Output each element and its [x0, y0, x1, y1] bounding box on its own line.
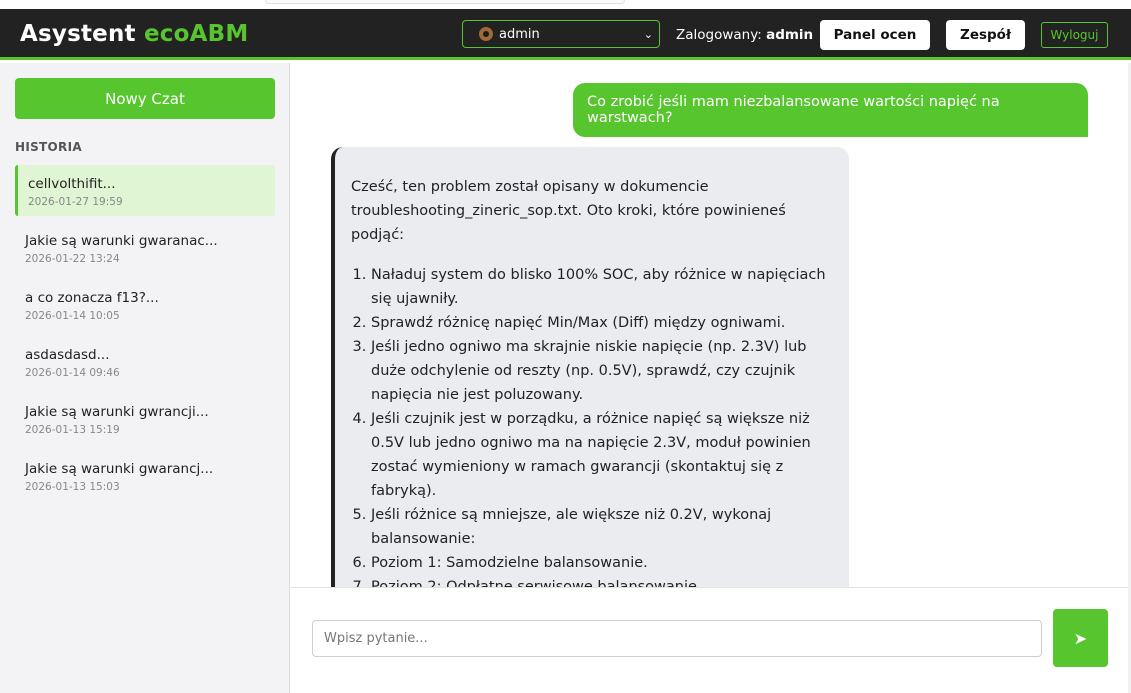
- list-item: 2. Sprawdź różnicę napięć Min/Max (Diff) między ogniwami.: [371, 311, 833, 335]
- history-item-title: cellvolthifit...: [28, 176, 116, 192]
- send-arrow-icon: ➤: [1073, 628, 1088, 648]
- history-list: [15, 165, 275, 507]
- logged-username: admin: [766, 27, 814, 43]
- history-item-title: Jakie są warunki gwrancji...: [25, 404, 209, 420]
- history-item[interactable]: [15, 450, 275, 507]
- app-brand: [20, 21, 248, 47]
- assistant-intro: Cześć, ten problem został opisany w dokumencie troubleshooting_zineric_sop.txt. Oto kroki, które powinieneś podjąć:: [351, 179, 786, 243]
- send-button[interactable]: [1053, 609, 1108, 667]
- ratings-panel-button[interactable]: Panel ocen: [820, 20, 930, 50]
- logout-button[interactable]: Wyloguj: [1041, 22, 1108, 48]
- address-bar-edge: [265, 0, 625, 4]
- history-item-date: 2026-01-27 19:59: [28, 196, 123, 208]
- user-select-value: admin: [499, 26, 540, 42]
- history-item-date: 2026-01-22 13:24: [25, 253, 120, 265]
- list-item: 6. Poziom 1: Samodzielne balansowanie.: [371, 551, 833, 575]
- input-bar: [291, 587, 1131, 693]
- chat-area[interactable]: [291, 63, 1131, 587]
- history-item-title: Jakie są warunki gwarancj...: [25, 461, 214, 477]
- list-item: 3. Jeśli jedno ogniwo ma skrajnie niskie napięcie (np. 2.3V) lub duże odchylenie od reszty (np. 0.5V), sprawdź, czy czujnik napięcia nie jest poluzowany.: [371, 335, 833, 407]
- logged-in-status: [676, 27, 813, 43]
- team-button[interactable]: Zespół: [946, 20, 1025, 50]
- history-title: HISTORIA: [15, 140, 82, 154]
- assistant-message: [331, 147, 849, 607]
- history-item[interactable]: [15, 165, 275, 216]
- app-header: [0, 9, 1131, 60]
- chevron-down-icon: ⌄: [643, 28, 653, 41]
- history-item[interactable]: [15, 222, 275, 279]
- history-item-title: Jakie są warunki gwaranac...: [25, 233, 218, 249]
- history-item-title: asdasdasd...: [25, 347, 110, 363]
- user-select[interactable]: [462, 20, 660, 48]
- eye-icon: [479, 27, 493, 41]
- browser-top-strip: [0, 0, 1131, 9]
- history-item-title: a co zonacza f13?...: [25, 290, 159, 306]
- question-input[interactable]: [312, 620, 1042, 657]
- list-item: 1. Naładuj system do blisko 100% SOC, aby różnice w napięciach się ujawniły.: [371, 263, 833, 311]
- brand-accent: ecoABM: [143, 21, 249, 47]
- history-item-date: 2026-01-14 09:46: [25, 367, 120, 379]
- list-item: 4. Jeśli czujnik jest w porządku, a różnice napięć są większe niż 0.5V lub jedno ogniwo ma na napięcie 2.3V, moduł powinien zostać wymieniony w ramach gwarancji (skontaktuj się z fabryką).: [371, 407, 833, 503]
- history-item[interactable]: [15, 393, 275, 450]
- history-item-date: 2026-01-13 15:19: [25, 424, 120, 436]
- logged-label: Zalogowany:: [676, 27, 762, 43]
- history-item[interactable]: [15, 336, 275, 393]
- new-chat-button[interactable]: Nowy Czat: [15, 78, 275, 119]
- sidebar: [0, 63, 290, 693]
- brand-name: Asystent: [20, 21, 136, 47]
- list-item: 5. Jeśli różnice są mniejsze, ale większe niż 0.2V, wykonaj balansowanie:: [371, 503, 833, 551]
- history-item-date: 2026-01-13 15:03: [25, 481, 120, 493]
- history-item-date: 2026-01-14 10:05: [25, 310, 120, 322]
- history-item[interactable]: [15, 279, 275, 336]
- user-message: Co zrobić jeśli mam niezbalansowane wartości napięć na warstwach?: [573, 83, 1088, 137]
- assistant-steps-list: [351, 263, 833, 599]
